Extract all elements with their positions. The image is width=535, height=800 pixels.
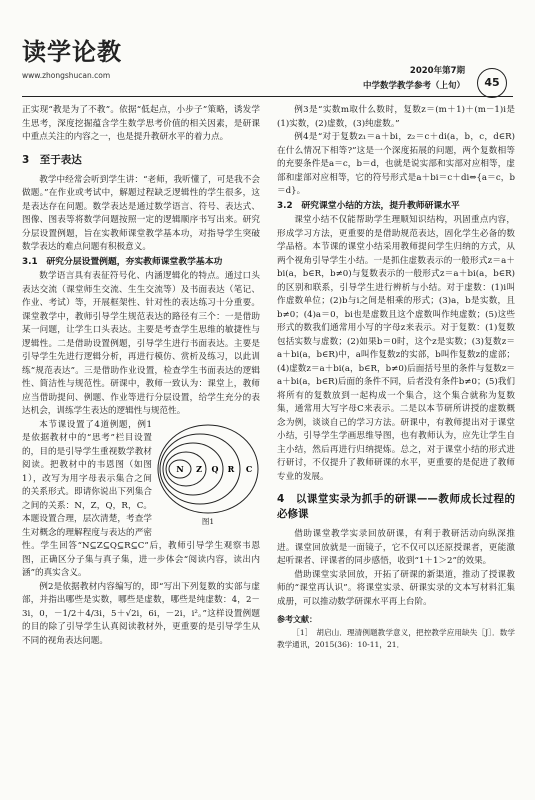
journal-website[interactable]: www.zhongshucan.com [22, 71, 111, 80]
journal-logo: 读学论教 [22, 37, 122, 66]
subsection-heading: 3.2 研究课堂小结的方法，提升教师研课水平 [277, 200, 460, 211]
paragraph: 借助课堂实录回放，开拓了研课的新渠道，推动了授课教师的“课堂再认识”。将课堂实录、研课实录的文本写材料汇集成册，可以推动数学研课水平再上台阶。 [277, 569, 515, 607]
paragraph: 例4是“对于复数z₁＝a＋bi，z₂＝c＋di(a，b，c，d∈R)在什么情况下相等?”这是一个深度拓展的问题，两个复数相等的充要条件是a＝c，b＝d，也就是说实部和实部对应相等，虚部和虚部对应相等，它的符号形式是a＋bi＝c＋di⇔{a＝c，b＝d}。 [277, 132, 515, 196]
venn-label-q: Q [211, 463, 219, 474]
subsection-heading: 3.1 研究分层设置例题，夯实教师课堂教学基本功 [22, 256, 223, 267]
section-heading: 3 至于表达 [22, 153, 82, 166]
page-number: 45 [477, 68, 507, 98]
paragraph: 教学中经常会听到学生讲：“老师，我听懂了，可是我不会做题。”在作业或考试中，解题过程缺乏逻辑性的学生很多，这是表达存在问题。数学表达是通过数学语言、符号、表达式、图像、图表等将数学问题按照一定的逻辑顺序书写出来。研究分层设置例题，旨在实教师课堂教学基本功，对指导学生突破数学表达的难点问题有积极意义。 [22, 174, 260, 252]
section-heading: 4 以课堂实录为抓手的研课——教师成长过程的必修课 [277, 493, 515, 520]
venn-label-n: N [176, 463, 184, 474]
page-header [0, 0, 535, 104]
paragraph: 正实现“教是为了不教”。依据“低起点，小步子”策略，诱发学生思考，深度挖掘蕴含学生数学思考价值的相关因素，是研课中重点关注的内容之一，也是提升教研水平的着力点。 [22, 105, 260, 142]
journal-name: 中学数学教学参考（上旬） [362, 81, 465, 91]
paragraph: 借助课堂教学实录回放研课，有利于教研活动向纵深推进。课堂回放就是一面镜子，它不仅可以还原授课者，更能激起听课者、评课者的同步感悟，收到“1＋1＞2”的效果。 [277, 529, 515, 566]
paragraph: 数学语言具有表征符号化、内涵逻辑化的特点。通过口头表达交流（课堂师生交流、生生交流等）及书面表达（笔记、作业、考试）等，开展框架性、针对性的表达练习十分重要。课堂教学中，教师引导学生规范表达的路径有三个：一是借助某一问题，让学生口头表达。主要是考查学生思维的敏捷性与逻辑性。二是借助设置例题，引导学生进行书面表达。主要是引导学生先进行逻辑分析，再进行模仿、赏析及练习，以此训练“规范表达”。三是借助作业设置，检查学生书面表达的逻辑性、简洁性与规范性。研课中，教师一致认为：课堂上，教师应当借助提问、例题、作业等进行分层设置，给学生充分的表达机会，训练学生表达的逻辑性与规范性。 [22, 271, 260, 416]
venn-label-r: R [227, 463, 235, 474]
paragraph: 课堂小结不仅能帮助学生理顺知识结构，巩固重点内容，形成学习方法，更重要的是借助规范表达，固化学生必备的数学品格。本节课的课堂小结采用教师提问学生归纳的方式，从两个视角引导学生小结。一是抓住虚数表示的一般形式z＝a＋bi(a，b∈R，b≠0)与复数表示的一般形式z＝a＋bi(a，b∈R)的区别和联系，引导学生进行辨析与小结。对于虚数：(1)i叫作虚数单位；(2)b与i之间是相乘的形式；(3)a，b是实数，且b≠0；(4)a＝0，bi也是虚数且这个虚数叫作纯虚数；(5)这些形式的数我们通常用小写的字母z来表示。对于复数：(1)复数包括实数与虚数；(2)如果b＝0时，这个z是实数；(3)复数z＝a＋bi(a，b∈R)中，a叫作复数z的实部，b叫作复数z的虚部；(4)虚数z＝a＋bi(a，b∈R，b≠0)后面括号里的条件与复数z＝a＋bi(a，b∈R)后面的条件不同，后者没有条件b≠0；(5)我们将所有的复数放到一起构成一个集合，这个集合就称为复数集，通常用大写字母C来表示。二是以本节研所讲授的虚数概念为例，谈谈自己的学习方法。研课中，有教师提出对于课堂小结，引导学生学画思维导图，也有教师认为，应先让学生自主小结，然后再进行归纳提炼。总之，对于课堂小结的形式进行研讨，不仅提升了教师研课的水平，更重要的是促进了教师专业的发展。 [277, 215, 515, 482]
venn-label-c: C [245, 463, 253, 474]
figure-caption: 图1 [201, 516, 215, 526]
venn-diagram [156, 421, 260, 517]
paragraph: 例3是“实数m取什么数时，复数z＝(m＋1)＋(m－1)i是(1)实数，(2)虚数，(3)纯虚数。” [277, 105, 515, 129]
venn-label-z: Z [196, 463, 202, 474]
reference-item: ［1］ 胡启山．理清例题教学意义，把控教学应用缺失［J］．数学教学通讯，2015(36)：10-11，21． [277, 627, 515, 649]
issue-number: 2020年第7期 [409, 66, 465, 76]
paragraph: 本节课设置了4道例题，例1是依据教材中的“思考”栏目设置的，目的是引导学生重视数学教材阅读。把教材中的韦恩图（如图1），改写为用字母表示集合之间的关系形式。即请你说出下列集合之间的关系：N，Z，Q，R，C。本题设置合理，层次清楚，考查学生对概念的理解程度与表达的严密性。学生回答“N⊆Z⊆Q⊆R⊆C”后，教师引导学生观察韦恩图，正确区分子集与真子集，进一步体会“阅读内容，读出内涵”的真实含义。 [22, 419, 260, 578]
right-column [277, 104, 515, 651]
left-column [22, 104, 260, 648]
figure-venn-diagram [156, 421, 260, 529]
references-heading: 参考文献： [277, 615, 317, 624]
paragraph: 例2是依据教材内容编写的，即“写出下列复数的实部与虚部，并指出哪些是实数，哪些是虚数，哪些是纯虚数：4，2－3i，0，－1/2＋4/3i，5＋√2i，6i，－2i，i²。”这样设置例题的目的除了引导学生认真阅读教材外，更重要的是引导学生从不同的视角表达问题。 [22, 581, 260, 646]
header-rule [22, 96, 513, 97]
